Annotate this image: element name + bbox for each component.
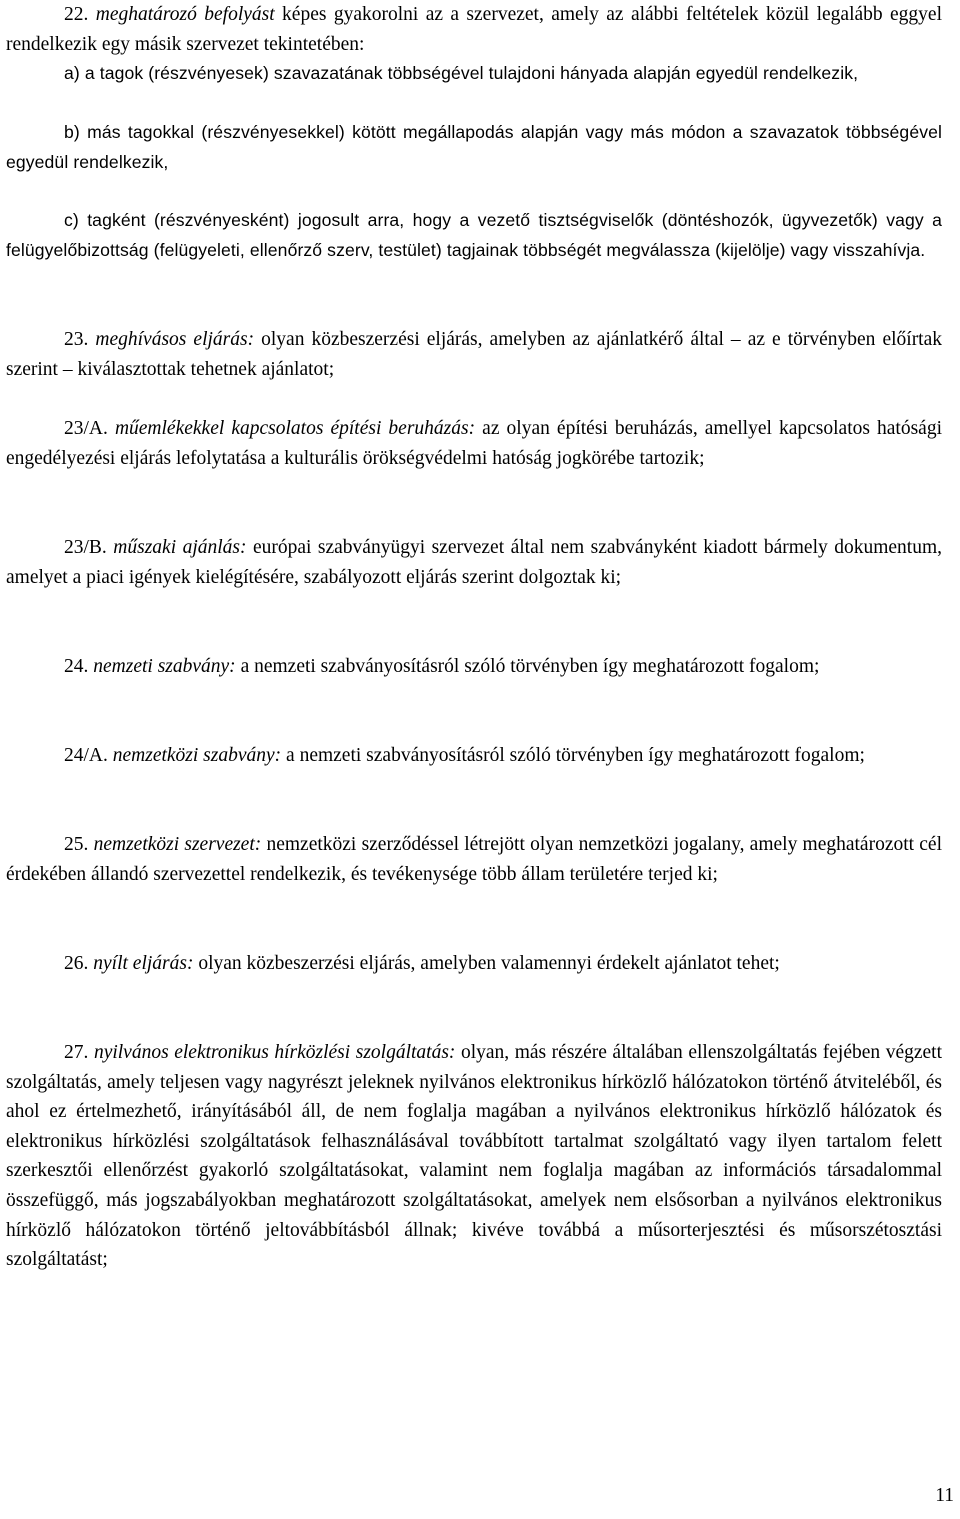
paragraph-number: 24. [64, 656, 89, 677]
paragraph-number: 26. [64, 953, 89, 974]
paragraph-22-item-a: a) a tagok (részvényesek) szavazatának többségével tulajdoni hányada alapján egyedül rendelkezik, [64, 63, 859, 83]
definition-text: képes gyakorolni az a szervezet, amely az alábbi feltételek közül legalább eggyel rendelkezik egy másik szervezet tekintetében: [6, 4, 943, 55]
paragraph-22 [6, 0, 942, 59]
definition-text: európai szabványügyi szervezet által nem szabványként kiadott bármely dokumentum, amelyet a piaci igények kielégítésére, szabályozott eljárás szerint dolgoztak ki; [6, 537, 943, 588]
paragraph-24 [6, 652, 942, 682]
defined-term: nemzetközi szabvány: [112, 745, 282, 766]
definition-text: az olyan építési beruházás, amellyel kapcsolatos hatósági engedélyezési eljárás lefolytatása a kulturális örökségvédelmi hatóság jogkörébe tartozik; [6, 418, 942, 469]
paragraph-23 [6, 325, 942, 384]
paragraph-27 [6, 1038, 942, 1275]
definition-text: olyan közbeszerzési eljárás, amelyben valamennyi érdekelt ajánlatot tehet; [193, 953, 780, 974]
defined-term: nemzeti szabvány: [93, 656, 236, 677]
definition-text: a nemzeti szabványosításról szóló törvényben így meghatározott fogalom; [235, 656, 820, 677]
paragraph-number: 27. [64, 1042, 89, 1063]
paragraph-number: 23. [64, 329, 89, 350]
defined-term: műemlékekkel kapcsolatos építési beruházás: [114, 418, 476, 439]
defined-term: meghívásos eljárás: [95, 329, 255, 350]
paragraph-number: 23/A. [64, 418, 108, 439]
definition-text: nemzetközi szerződéssel létrejött olyan nemzetközi jogalany, amely meghatározott cél érdekében állandó szervezettel rendelkezik, és tevékenysége több állam területére terjed ki; [6, 834, 943, 885]
paragraph-24a [6, 741, 942, 771]
definition-text: olyan közbeszerzési eljárás, amelyben az ajánlatkérő által – az e törvényben előírtak szerint – kiválasztottak tehetnek ajánlatot; [6, 329, 943, 380]
paragraph-number: 25. [64, 834, 89, 855]
paragraph-22-item-b: b) más tagokkal (részvényesekkel) kötött megállapodás alapján vagy más módon a szavazatok többségével egyedül rendelkezik, [6, 122, 942, 172]
page-number: 11 [935, 1485, 954, 1506]
defined-term: meghatározó befolyást [95, 4, 275, 25]
defined-term: nyilvános elektronikus hírközlési szolgáltatás: [93, 1042, 456, 1063]
paragraph-number: 23/B. [64, 537, 107, 558]
paragraph-number: 24/A. [64, 745, 108, 766]
paragraph-22-item-c: c) tagként (részvényesként) jogosult arra, hogy a vezető tisztségviselők (döntéshozók, ügyvezetők) vagy a felügyelőbizottság (felügyeleti, ellenőrző szerv, testület) tagjainak többségét megválassza (kijelölje) vagy visszahívja. [6, 210, 942, 260]
paragraph-25 [6, 830, 942, 889]
paragraph-23a [6, 414, 942, 473]
defined-term: műszaki ajánlás: [113, 537, 247, 558]
definition-text: a nemzeti szabványosításról szóló törvényben így meghatározott fogalom; [281, 745, 865, 766]
paragraph-23b [6, 533, 942, 592]
definition-text: olyan, más részére általában ellenszolgáltatás fejében végzett szolgáltatás, amely teljesen vagy nagyrészt jeleknek nyilvános elektronikus hírközlő hálózatokon történő átviteléből, és ahol ez értelmezhető, irányításából áll, de nem foglalja magában a nyilvános elektronikus hírközlő hálózatok és elektronikus hírközlési szolgáltatások felhasználásával továbbított tartalmat szolgáltató vagy ilyen tartalom felett szerkesztői ellenőrzést gyakorló szolgáltatásokat, valamint nem foglalja magában az információs társadalommal összefüggő, más jogszabályokban meghatározott szolgáltatásokat, amelyek nem elsősorban a nyilvános elektronikus hírközlő hálózatokon történő jeltovábbításból állnak; kivéve továbbá a műsorterjesztési és műsorszétosztási szolgáltatást; [6, 1042, 942, 1271]
paragraph-number: 22. [64, 4, 89, 25]
defined-term: nemzetközi szervezet: [93, 834, 262, 855]
paragraph-26 [6, 949, 942, 979]
defined-term: nyílt eljárás: [93, 953, 194, 974]
